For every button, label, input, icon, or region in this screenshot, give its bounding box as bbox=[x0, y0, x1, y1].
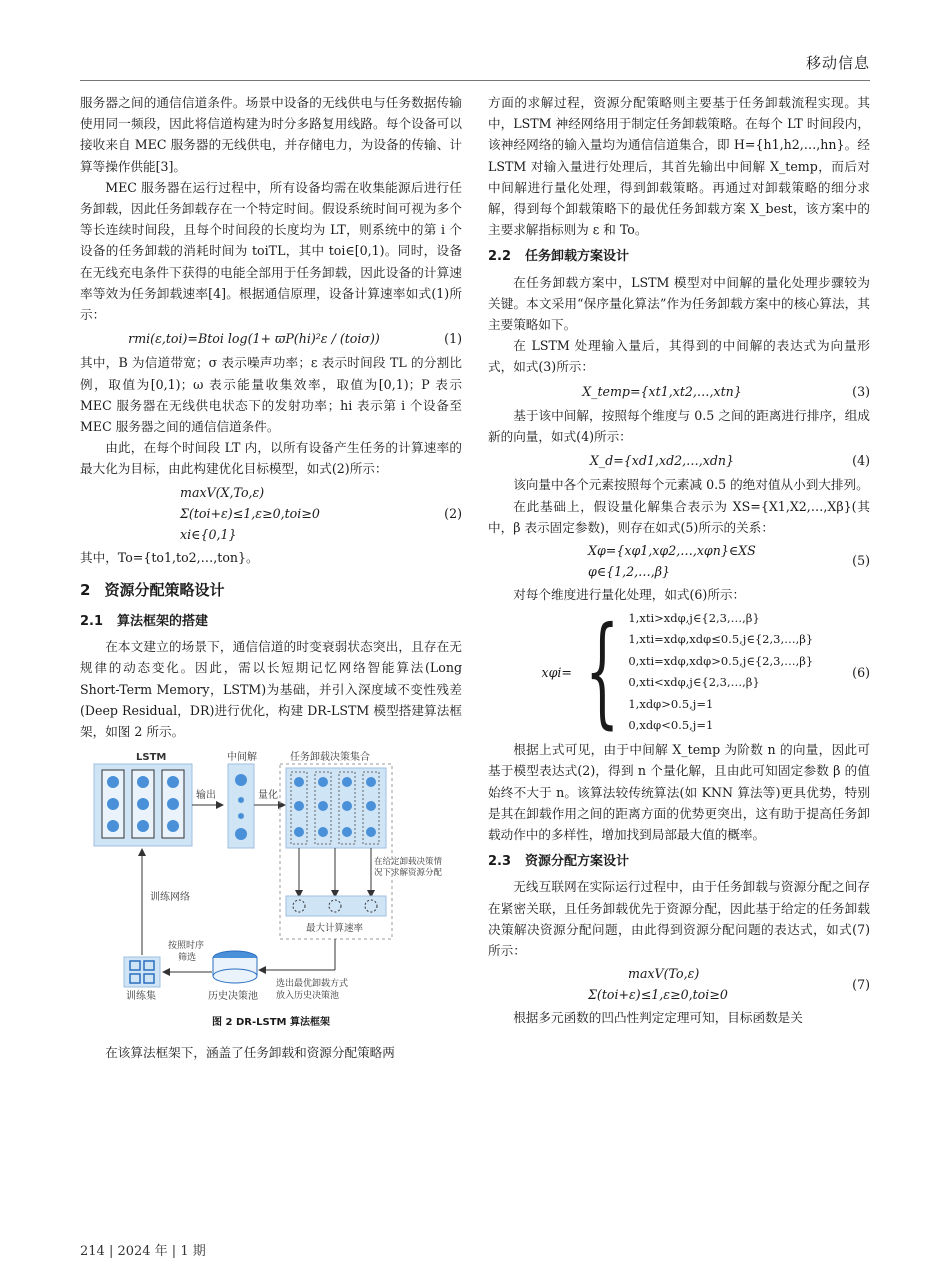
subsection-heading: 2.1 算法框架的搭建 bbox=[80, 614, 209, 630]
page-footer: 214 | 2024 年 | 1 期 bbox=[80, 1244, 206, 1259]
alloc-line-2: 况下求解资源分配 bbox=[374, 868, 443, 879]
paragraph: 在本文建立的场景下，通信信道的时变衰弱状态突出，且存在无规律的动态变化。因此，需以长短期记忆网络智能算法(Long Short-Term Memory，LSTM)为基础，并引入深度域不变性残差(Deep Residual，DR)进行优化，构建 DR-LSTM 模型搭建算法框架，如图 2 所示。 bbox=[80, 639, 462, 740]
equation-lhs: xφi= bbox=[541, 664, 572, 680]
equation-cases bbox=[628, 608, 836, 737]
equation-line: Σ(toi+ε)≤1,ε≥0,toi≥0 bbox=[180, 505, 320, 521]
equation-line: maxV(To,ε) bbox=[628, 966, 700, 982]
right-column bbox=[488, 92, 870, 1029]
filter-label: 按照时序筛选 bbox=[168, 941, 205, 964]
equation-line: φ∈{1,2,…,β} bbox=[588, 564, 671, 580]
equation-expression: X_temp={xt1,xt2,…,xtn} bbox=[582, 383, 742, 399]
equation-number: (5) bbox=[852, 553, 870, 569]
paragraph: 在 LSTM 处理输入量后，其得到的中间解的表达式为向量形式，如式(3)所示： bbox=[488, 338, 870, 375]
journal-title: 移动信息 bbox=[805, 54, 870, 72]
subsection-heading: 2.2 任务卸载方案设计 bbox=[488, 249, 630, 265]
equation-case: 1,xti=xdφ,xdφ≤0.5,j∈{2,3,…,β} bbox=[628, 632, 814, 647]
equation-expression: X_d={xd1,xd2,…,xdn} bbox=[589, 453, 735, 469]
alloc-line-1: 在给定卸载决策情 bbox=[374, 857, 443, 868]
equation-number: (1) bbox=[444, 331, 462, 347]
left-column bbox=[80, 92, 462, 1063]
paragraph: 在此基础上，假设量化解集合表示为 XS={X1,X2,…,Xβ}(其中，β 表示固定参数)，则存在如式(5)所示的关系： bbox=[488, 498, 870, 535]
brace-symbol: { bbox=[584, 602, 620, 742]
equation-number: (7) bbox=[852, 976, 870, 992]
paragraph: 在任务卸载方案中，LSTM 模型对中间解的量化处理步骤较为关键。本文采用“保序量化算法”作为任务卸载方案中的核心算法，其主要策略如下。 bbox=[488, 274, 870, 333]
equation-line: Σ(toi+ε)≤1,ε≥0,toi≥0 bbox=[588, 987, 728, 1003]
paragraph: 其中，To={to1,to2,…,ton}。 bbox=[80, 549, 259, 565]
dr-lstm-framework-diagram bbox=[80, 750, 462, 1000]
figure-2 bbox=[80, 750, 462, 1033]
equation-line: maxV(X,To,ε) bbox=[180, 484, 265, 500]
set-label: 任务卸载决策集合 bbox=[290, 752, 370, 764]
paragraph: 无线互联网在实际运行过程中，由于任务卸载与资源分配之间存在紧密关联，且任务卸载优先于资源分配，因此基于给定的任务卸载决策解决资源分配问题，由此得到资源分配问题的表达式，如式(7)所示： bbox=[488, 879, 870, 959]
equation-line: Xφ={xφ1,xφ2,…,xφn}∈XS bbox=[588, 543, 756, 559]
equation-7 bbox=[488, 963, 870, 1005]
paragraph: 根据上式可见，由于中间解 X_temp 为阶数 n 的向量，因此可基于模型表达式(2)，得到 n 个量化解，且由此可知固定参数 β 的值始终不大于 n。该算法较传统算法(如 KNN 算法等)更具优势，特别是其在卸载作用之间的距离方面的优势更突出，这有助于提高任务卸载动作中的多样性，增加找到局部最大值的概率。 bbox=[488, 742, 870, 843]
paragraph: 该向量中各个元素按照每个元素减 0.5 的绝对值从小到大排列。 bbox=[513, 477, 869, 493]
train-set-label: 训练集 bbox=[126, 991, 156, 1001]
output-label: 输出 bbox=[196, 790, 216, 802]
lstm-label: LSTM bbox=[136, 752, 167, 764]
equation-5 bbox=[488, 540, 870, 582]
quant-label: 量化 bbox=[258, 790, 278, 802]
equation-number: (2) bbox=[444, 505, 462, 521]
pool-label: 历史决策池 bbox=[208, 991, 258, 1001]
equation-1 bbox=[80, 328, 462, 349]
equation-4 bbox=[488, 450, 870, 471]
equation-2 bbox=[80, 482, 462, 545]
equation-number: (6) bbox=[852, 664, 870, 680]
alloc-label bbox=[374, 856, 445, 878]
equation-line: xi∈{0,1} bbox=[180, 526, 237, 542]
paragraph: 根据多元函数的凹凸性判定定理可知，目标函数是关 bbox=[513, 1010, 803, 1026]
equation-case: 1,xdφ>0.5,j=1 bbox=[628, 696, 714, 711]
paragraph: 服务器之间的通信信道条件。场景中设备的无线供电与任务数据传输使用同一频段，因此将信道构建为时分多路复用线路。每个设备可以接收来自 MEC 服务器的无线供电，并存储电力，为设备的传输、计算等操作供能[3]。 bbox=[80, 95, 462, 174]
paragraph: 基于该中间解，按照每个维度与 0.5 之间的距离进行排序，组成新的向量，如式(4)所示： bbox=[488, 407, 870, 445]
paragraph: 对每个维度进行量化处理，如式(6)所示： bbox=[513, 587, 746, 603]
lstm-cells bbox=[102, 770, 184, 838]
paragraph: 由此，在每个时间段 LT 内，以所有设备产生任务的计算速率的最大化为目标，由此构建优化目标模型，如式(2)所示： bbox=[80, 440, 462, 477]
figure-caption: 图 2 DR-LSTM 算法框架 bbox=[212, 1017, 330, 1029]
paragraph: MEC 服务器在运行过程中，所有设备均需在收集能源后进行任务卸载，因此任务卸载存在一个特定时间。假设系统时间可视为多个等长连续时间段，且每个时间段的长度均为 LT，则系统中的第 i 个设备的任务卸载的消耗时间为 toiTL，其中 toi∈[0,1)。同时，设备在无线充电条件下获得的电能全部用于任务卸载，因此设备的计算速率等效为任务卸载速率[4]。根据通信原理，设备计算速率如式(1)所示： bbox=[80, 179, 462, 323]
paragraph: 其中，B 为信道带宽；σ 表示噪声功率；ε 表示时间段 TL 的分割比例，取值为[0,1)；ω 表示能量收集效率，取值为[0,1)；P 表示 MEC 服务器在无线供电状态下的发射功率；hi 表示第 i 个设备至 MEC 服务器之间的通信信道条件。 bbox=[80, 355, 462, 435]
equation-6 bbox=[488, 602, 870, 742]
equation-number: (4) bbox=[852, 453, 870, 469]
equation-number: (3) bbox=[852, 383, 870, 399]
mid-label: 中间解 bbox=[227, 752, 257, 764]
equation-3 bbox=[488, 381, 870, 402]
page-header bbox=[80, 0, 870, 81]
maxrate-label: 最大计算速率 bbox=[306, 923, 364, 935]
maxrate-block bbox=[286, 896, 386, 916]
train-net-label: 训练网络 bbox=[150, 892, 190, 904]
equation-case: 0,xdφ<0.5,j=1 bbox=[628, 718, 714, 733]
equation-expression: rmi(ε,toi)=Btoi log(1+ ϖP(hi)²ε / (toiσ)) bbox=[128, 331, 380, 347]
equation-case: 1,xti>xdφ,j∈{2,3,…,β} bbox=[628, 610, 760, 625]
equation-case: 0,xti<xdφ,j∈{2,3,…,β} bbox=[628, 675, 760, 690]
subsection-heading: 2.3 资源分配方案设计 bbox=[488, 854, 630, 870]
select-label: 选出最优卸载方式放入历史决策池 bbox=[276, 979, 349, 1001]
section-heading: 2 资源分配策略设计 bbox=[80, 580, 225, 599]
paragraph: 在该算法框架下，涵盖了任务卸载和资源分配策略两 bbox=[105, 1044, 395, 1060]
equation-case: 0,xti=xdφ,xdφ>0.5,j∈{2,3,…,β} bbox=[628, 653, 814, 668]
paragraph: 方面的求解过程，资源分配策略则主要基于任务卸载流程实现。其中，LSTM 神经网络用于制定任务卸载策略。在每个 LT 时间段内，该神经网络的输入量均为通信信道集合，即 H={h1,h2,…,hn}。经 LSTM 对输入量进行处理后，其首先输出中间解 X_temp，而后对中间解进行量化处理，得到卸载策略。再通过对卸载策略的细分求解，得到每个卸载策略下的最优任务卸载方案 X_best，该方案中的主要求解指标则为 ε 和 To。 bbox=[488, 95, 870, 238]
